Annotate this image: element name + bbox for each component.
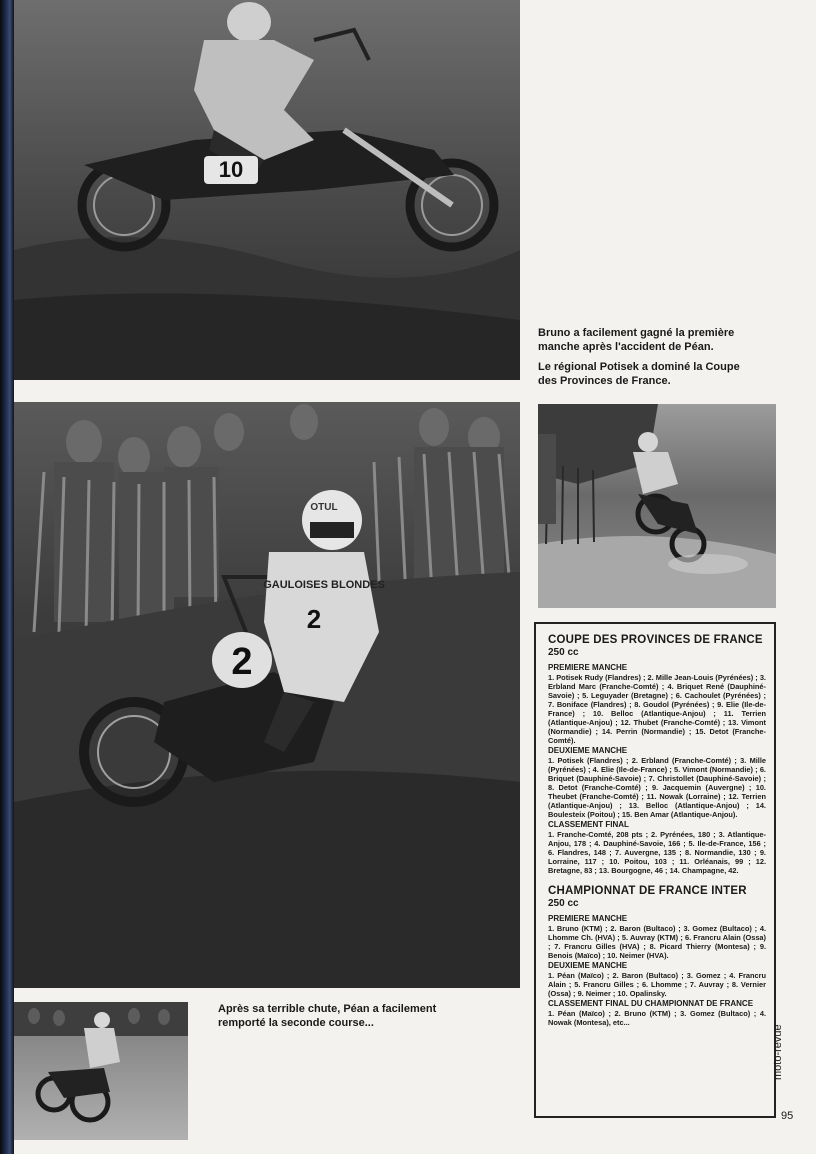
coupe-title: COUPE DES PROVINCES DE FRANCE xyxy=(548,634,763,646)
photo-pean-riding xyxy=(14,1002,188,1140)
caption-bruno: Bruno a facilement gagné la première manche après l'accident de Péan. xyxy=(538,327,735,354)
coupe-m2-heading: DEUXIEME MANCHE xyxy=(548,746,628,756)
inter-cc: 250 cc xyxy=(548,898,579,910)
jersey-number: 2 xyxy=(306,604,322,634)
inter-m1-heading: PREMIERE MANCHE xyxy=(548,914,628,924)
inter-title: CHAMPIONNAT DE FRANCE INTER xyxy=(548,885,747,898)
mid-plate-number: 2 xyxy=(231,641,253,683)
binding-spine xyxy=(0,0,14,1154)
inter-m2-heading: DEUXIEME MANCHE xyxy=(548,961,628,971)
inter-m2-results: 1. Péan (Maïco) ; 2. Baron (Bultaco) ; 3. Gomez ; 4. Francru Alain ; 5. Francru Gilles ; 6. Lhomme ; 7. Auvray ; 8. Vernier (Ossa) ; 9. Neimer ; 10. Opalinsky. xyxy=(548,971,766,999)
results-box xyxy=(534,622,776,1118)
coupe-final-results: 1. Franche-Comté, 208 pts ; 2. Pyrénées, 180 ; 3. Atlantique-Anjou, 178 ; 4. Dauphiné-Savoie, 166 ; 5. Ile-de-France, 156 ; 6. Flandres, 148 ; 7. Auvergne, 135 ; 8. Normandie, 130 ; 9. Lorraine, 117 ; 10. Poitou, 103 ; 11. Orléanais, 99 ; 12. Bretagne, 83 ; 13. Bourgogne, 46 ; 14. Champagne, 42. xyxy=(548,830,766,876)
coupe-m1-results: 1. Potisek Rudy (Flandres) ; 2. Mille Jean-Louis (Pyrénées) ; 3. Erbland Marc (Franche-Comté) ; 4. Briquet René (Dauphiné-Savoie) ; 5. Leguyader (Bretagne) ; 6. Cachoulet (Pyrénées) ; 7. Boniface (Flandres) ; 8. Goudol (Pyrénées) ; 9. Elie (Ile-de-France) ; 10. Belloc (Atlantique-Anjou) ; 11. Terrien (Atlantique-Anjou) ; 12. Thubet (Franche-Comté) ; 13. Vimont (Normandie) ; 14. Perrin (Normandie) ; 15. Detot (Franche-Comté). xyxy=(548,673,766,746)
magazine-name: moto-revue xyxy=(772,1024,784,1080)
photo-potisek-jump xyxy=(538,404,776,608)
coupe-cc: 250 cc xyxy=(548,647,579,659)
helmet-text: OTUL xyxy=(310,502,338,513)
inter-final-results: 1. Péan (Maïco) ; 2. Bruno (KTM) ; 3. Gomez (Bultaco) ; 4. Nowak (Montesa), etc... xyxy=(548,1009,766,1028)
top-bike-number: 10 xyxy=(218,157,244,182)
page-number: 95 xyxy=(781,1110,794,1122)
photo-rider-cornering xyxy=(14,0,520,380)
coupe-m1-heading: PREMIERE MANCHE xyxy=(548,663,628,673)
inter-final-heading: CLASSEMENT FINAL DU CHAMPIONNAT DE FRANCE xyxy=(548,999,754,1009)
photo-rider-number-2 xyxy=(14,402,520,988)
inter-m1-results: 1. Bruno (KTM) ; 2. Baron (Bultaco) ; 3. Gomez (Bultaco) ; 4. Lhomme Ch. (HVA) ; 5. Auvray (KTM) ; 6. Francru Alain (Ossa) ; 7. Francru Gilles (HVA) ; 8. Picard Thierry (Montesa) ; 9. Benois (Maïco) ; 10. Neimer (HVA). xyxy=(548,924,766,961)
caption-potisek: Le régional Potisek a dominé la Coupe des Provinces de France. xyxy=(538,361,740,388)
coupe-final-heading: CLASSEMENT FINAL xyxy=(548,820,629,830)
caption-pean: Après sa terrible chute, Péan a facilement remporté la seconde course... xyxy=(218,1003,437,1030)
jersey-sponsor-text: GAULOISES BLONDES xyxy=(263,579,385,591)
coupe-m2-results: 1. Potisek (Flandres) ; 2. Erbland (Franche-Comté) ; 3. Mille (Pyrénées) ; 4. Elie (Ile-de-France) ; 5. Vimont (Normandie) ; 6. Briquet (Dauphiné-Savoie) ; 7. Christollet (Dauphiné-Savoie) ; 8. Detot (Franche-Comté) ; 9. Jacquemin (Auvergne) ; 10. Theubet (Franche-Comté) ; 11. Nowak (Lorraine) ; 12. Terrien (Atlantique-Anjou) ; 13. Belloc (Atlantique-Anjou) ; 14. Boulesteix (Poitou) ; 15. Ben Amar (Atlantique-Anjou). xyxy=(548,756,766,820)
